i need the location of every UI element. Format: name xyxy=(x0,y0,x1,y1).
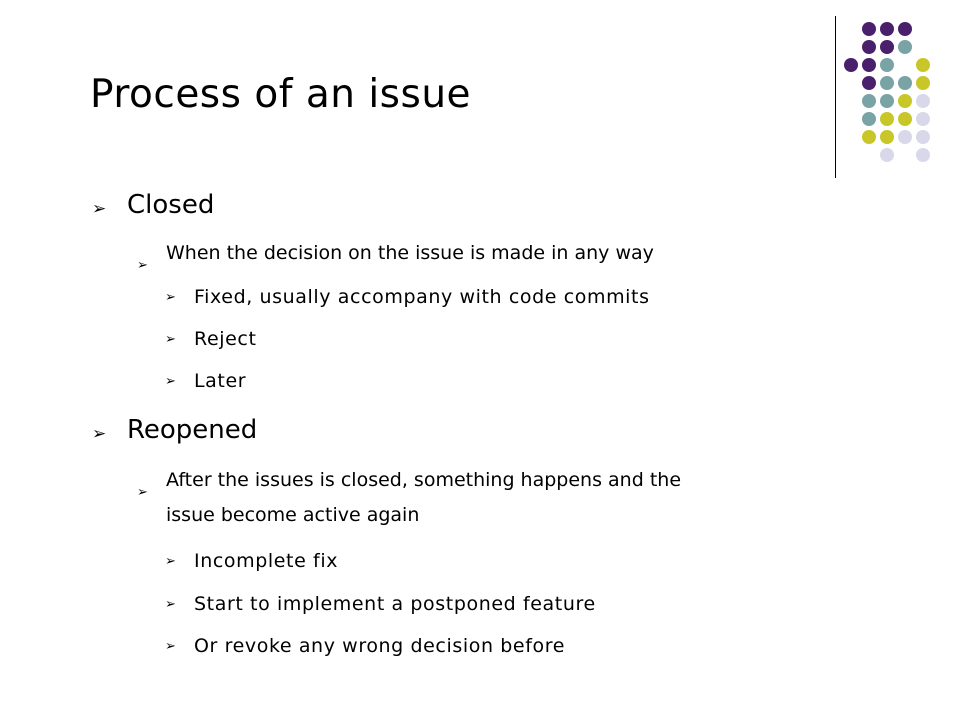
subitem-text: Reject xyxy=(194,328,257,350)
subitem-revoke-decision xyxy=(165,635,565,657)
vertical-divider-line xyxy=(835,16,836,178)
item-text-line1: After the issues is closed, something happens and the xyxy=(166,469,682,491)
decorative-dot xyxy=(880,112,894,126)
decorative-dot xyxy=(916,148,930,162)
decorative-dot xyxy=(916,76,930,90)
arrow-bullet-icon: ➢ xyxy=(165,332,177,347)
subitem-incomplete-fix xyxy=(165,550,338,572)
subitem-text: Incomplete fix xyxy=(194,550,339,572)
bullet-closed xyxy=(92,190,214,220)
decorative-dot xyxy=(862,94,876,108)
decorative-dot xyxy=(880,148,894,162)
decorative-dot xyxy=(916,112,930,126)
decorative-dot xyxy=(898,130,912,144)
bullet-closed-decision xyxy=(137,236,654,271)
decorative-dot xyxy=(898,40,912,54)
decorative-dot xyxy=(898,94,912,108)
arrow-bullet-icon: ➢ xyxy=(92,424,107,444)
decorative-dot xyxy=(898,22,912,36)
item-text-line2: issue become active again xyxy=(166,504,420,526)
subitem-text: Fixed, usually accompany with code commits xyxy=(194,286,650,308)
subitem-text: Or revoke any wrong decision before xyxy=(194,635,565,657)
heading-reopened: Reopened xyxy=(127,415,258,445)
subitem-text: Start to implement a postponed feature xyxy=(194,593,596,615)
subitem-later xyxy=(165,370,246,392)
decorative-dot xyxy=(880,22,894,36)
decorative-dot xyxy=(916,94,930,108)
decorative-dot xyxy=(880,94,894,108)
subitem-reject xyxy=(165,328,257,350)
arrow-bullet-icon: ➢ xyxy=(165,639,177,654)
decorative-dot xyxy=(880,76,894,90)
decorative-dot xyxy=(862,40,876,54)
slide-title: Process of an issue xyxy=(90,72,472,117)
subitem-postponed-feature xyxy=(165,593,596,615)
bullet-reopened xyxy=(92,415,257,445)
bullet-reopened-after xyxy=(137,463,681,533)
arrow-bullet-icon: ➢ xyxy=(165,554,177,569)
decorative-dot xyxy=(916,58,930,72)
subitem-fixed xyxy=(165,286,650,308)
decorative-dot xyxy=(898,76,912,90)
arrow-bullet-icon: ➢ xyxy=(165,290,177,305)
decorative-dot xyxy=(862,112,876,126)
decorative-dot xyxy=(844,58,858,72)
decorative-dot xyxy=(880,40,894,54)
decorative-dot xyxy=(862,58,876,72)
decorative-dot xyxy=(898,112,912,126)
decorative-dot xyxy=(916,130,930,144)
item-text: When the decision on the issue is made in any way xyxy=(166,242,654,264)
arrow-bullet-icon: ➢ xyxy=(92,199,107,219)
subitem-text: Later xyxy=(194,370,247,392)
decorative-dot xyxy=(862,22,876,36)
decorative-dot xyxy=(862,130,876,144)
decorative-dot xyxy=(880,58,894,72)
arrow-bullet-icon: ➢ xyxy=(165,597,177,612)
arrow-bullet-icon: ➢ xyxy=(137,485,148,500)
decorative-dot xyxy=(862,76,876,90)
arrow-bullet-icon: ➢ xyxy=(165,374,177,389)
arrow-bullet-icon: ➢ xyxy=(137,258,148,273)
decorative-dot xyxy=(880,130,894,144)
heading-closed: Closed xyxy=(127,190,215,220)
